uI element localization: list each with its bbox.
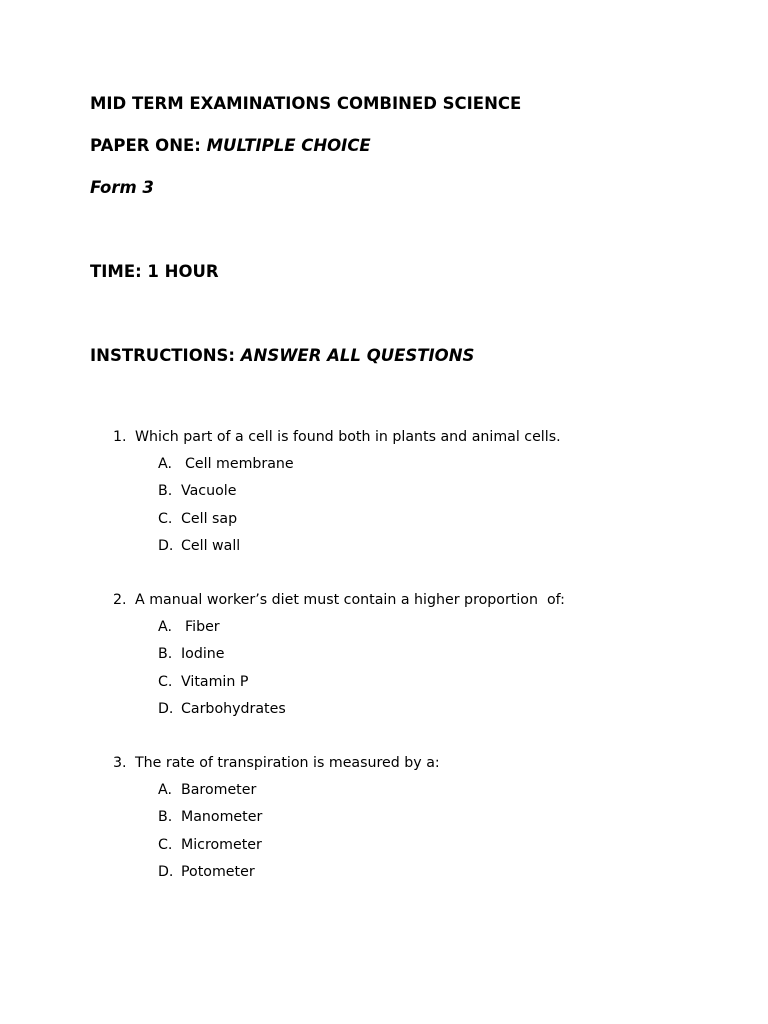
options-list (113, 451, 733, 560)
option-letter: D. (158, 863, 174, 880)
option-text: Micrometer (181, 836, 262, 853)
question-2 (113, 587, 733, 723)
question-stem (113, 750, 733, 777)
question-text: The rate of transpiration is measured by a: (135, 755, 440, 771)
question-text: A manual worker’s diet must contain a higher proportion of: (135, 592, 565, 608)
option-d (113, 859, 733, 886)
option-c (113, 506, 733, 533)
option-c (113, 832, 733, 859)
option-d (113, 696, 733, 723)
question-stem (113, 424, 733, 451)
option-text: Manometer (181, 809, 263, 826)
option-text: Barometer (181, 782, 257, 799)
option-text: Cell membrane (185, 456, 294, 473)
question-stem (113, 587, 733, 614)
question-1 (113, 424, 733, 560)
question-number: 2. (113, 592, 127, 608)
option-text: Potometer (181, 863, 255, 880)
option-c (113, 669, 733, 696)
paper-type: MULTIPLE CHOICE (206, 136, 371, 155)
option-text: Fiber (185, 619, 220, 636)
option-text: Cell sap (181, 510, 238, 527)
exam-title: MID TERM EXAMINATIONS COMBINED SCIENCE (90, 94, 522, 113)
option-letter: D. (158, 700, 174, 717)
question-3 (113, 750, 733, 886)
paper-label: PAPER ONE: (90, 136, 201, 155)
option-text: Vacuole (181, 483, 237, 500)
options-list (113, 614, 733, 723)
option-d (113, 533, 733, 560)
option-a (113, 451, 733, 478)
form-level: Form 3 (90, 178, 154, 197)
option-a (113, 777, 733, 804)
option-letter: C. (158, 510, 173, 527)
option-text: Carbohydrates (181, 700, 286, 717)
option-letter: D. (158, 537, 174, 554)
options-list (113, 777, 733, 886)
option-letter: A. (158, 782, 172, 799)
option-text: Vitamin P (181, 673, 249, 690)
option-b (113, 804, 733, 831)
option-text: Iodine (181, 646, 225, 663)
option-b (113, 478, 733, 505)
option-letter: B. (158, 646, 173, 663)
question-number: 3. (113, 755, 127, 771)
option-letter: B. (158, 483, 173, 500)
option-letter: B. (158, 809, 173, 826)
paper-heading (90, 136, 371, 156)
option-letter: A. (158, 619, 172, 636)
option-a (113, 614, 733, 641)
question-text: Which part of a cell is found both in plants and animal cells. (135, 429, 561, 445)
option-letter: C. (158, 673, 173, 690)
option-text: Cell wall (181, 537, 241, 554)
option-letter: C. (158, 836, 173, 853)
time-allowed: TIME: 1 HOUR (90, 262, 219, 281)
instructions-label: INSTRUCTIONS: (90, 346, 236, 365)
instructions-text: ANSWER ALL QUESTIONS (240, 346, 475, 365)
question-number: 1. (113, 429, 127, 445)
option-b (113, 641, 733, 668)
option-letter: A. (158, 456, 172, 473)
instructions-heading (90, 346, 474, 366)
